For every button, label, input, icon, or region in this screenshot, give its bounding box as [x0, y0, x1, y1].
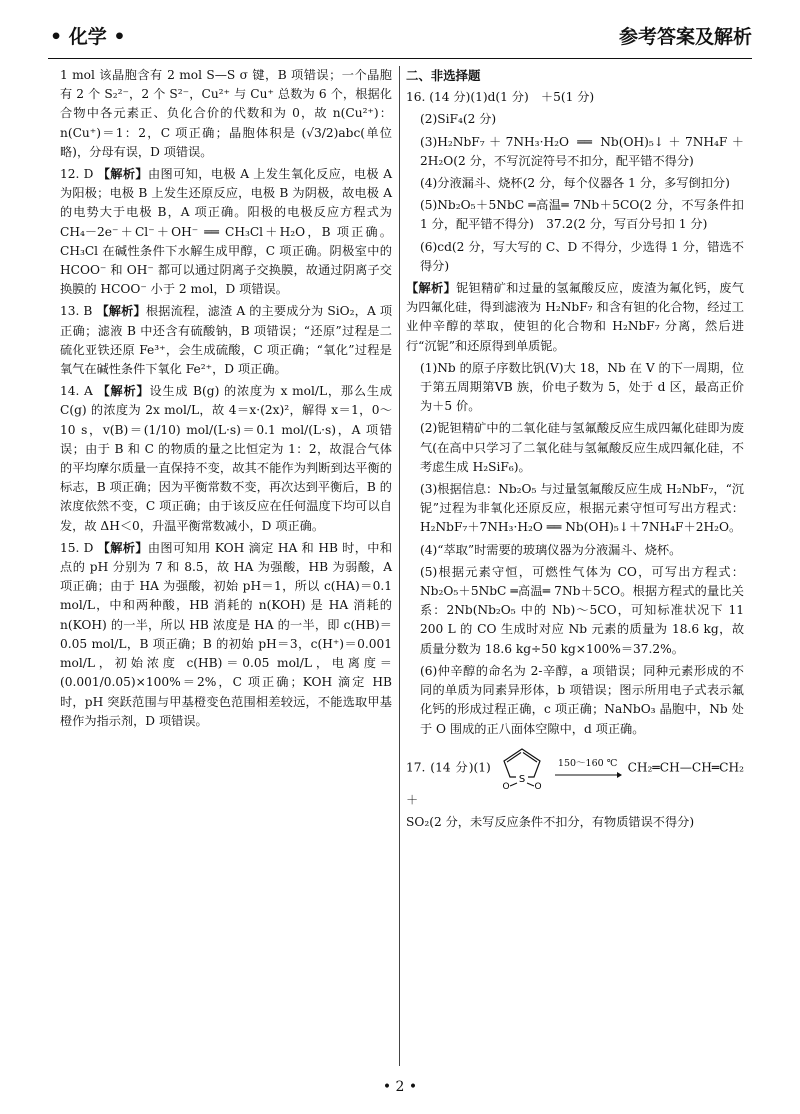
a16-part5: (5)Nb₂O₅＋5NbC ═高温═ 7Nb＋5CO(2 分，不写条件扣 1 分，配平错不得分) 37.2(2 分，写百分号扣 1 分) — [420, 198, 744, 232]
q12-analysis-tag: 【解析】 — [97, 167, 148, 182]
a16-part6: (6)cd(2 分，写大写的 C、D 不得分，少选得 1 分，错选不得分) — [420, 239, 744, 273]
q14-answer — [60, 382, 392, 536]
reaction-condition: 150～160 ℃ — [557, 757, 618, 769]
q14-analysis-tag: 【解析】 — [97, 384, 150, 399]
right-column — [406, 66, 744, 835]
a16-part4: (4)分液漏斗、烧杯(2 分，每个仪器各 1 分，多写倒扣分) — [420, 176, 730, 191]
sulfolene-structure — [496, 745, 548, 791]
a16-part3: (3)H₂NbF₇＋7NH₃·H₂O ══ Nb(OH)₅↓＋7NH₄F＋2H₂O(2 分，不写沉淀符号不扣分，配平错不得分) — [420, 134, 744, 168]
a16-part1: 16. (14 分)(1)d(1 分) ＋5(1 分) — [406, 90, 595, 105]
q15-answer — [60, 539, 392, 731]
a16-explain-5: (5)根据元素守恒，可燃性气体为 CO，可写出方程式：Nb₂O₅＋5NbC ═高温═ 7Nb＋5CO。根据方程式的量比关系：2Nb(Nb₂O₅ 中的 Nb)～5CO，可知标准状况下 11 200 L 的 CO 生成时对应 Nb 元素的质量为 18.6 kg，故质量分数为 18.6 kg÷50 kg×100%＝37.2%。 — [420, 564, 744, 656]
q17-answer — [406, 745, 744, 810]
q17-prefix: 17. (14 分)(1) — [406, 760, 491, 775]
a16-analysis — [406, 279, 744, 356]
a16-explain-6: (6)仲辛醇的命名为 2-辛醇，a 项错误；同种元素形成的不同的单质为同素异形体，b 项错误；图示所用电子式表示氟化钙的形成过程正确，c 项正确；NaNbO₃ 晶胞中，Nb 处于 O 围成的正八面体空隙中，d 项正确。 — [420, 663, 744, 736]
ring-oxygen-1: O — [502, 781, 510, 791]
a16-explain-4: (4)“萃取”时需要的玻璃仪器为分液漏斗、烧杯。 — [420, 542, 682, 557]
header-rule — [48, 58, 752, 59]
a16-explain-2: (2)铌钽精矿中的二氧化硅与氢氟酸反应生成四氟化硅即为废气(在高中只学习了二氧化硅与氢氟酸反应生成四氟化硅，不考虑生成 H₂SiF₆)。 — [420, 421, 744, 474]
a16-explain-1: (1)Nb 的原子序数比钒(V)大 18，Nb 在 V 的下一周期，位于第五周期第ⅤB 族，价电子数为 5，处于 d 区，最高正价为＋5 价。 — [420, 360, 744, 414]
left-column — [60, 66, 392, 734]
a16-analysis-tag: 【解析】 — [406, 281, 457, 296]
q13-analysis-tag: 【解析】 — [96, 304, 146, 319]
ring-oxygen-2: O — [534, 781, 542, 791]
reaction-arrow — [553, 756, 623, 780]
column-divider — [399, 66, 400, 1066]
arrow-icon — [553, 770, 623, 780]
q15-number: 15. D — [60, 540, 94, 555]
a16-explain-3: (3)根据信息：Nb₂O₅ 与过量氢氟酸反应生成 H₂NbF₇，“沉铌”过程为非氧化还原反应，根据元素守恒可写出方程式：H₂NbF₇＋7NH₃·H₂O ══ Nb(OH)₅↓＋7NH₄F＋2H₂O。 — [420, 482, 744, 535]
a16-part2: (2)SiF₄(2 分) — [420, 112, 497, 127]
q13-text: 根据流程，滤渣 A 的主要成分为 SiO₂，A 项正确；滤液 B 中还含有硫酸钠，B 项错误；“还原”过程是二硫化亚铁还原 Fe³⁺，会生成硫酸，C 项正确；“氧化”过程是氧气在碱性条件下氧化 Fe²⁺，D 项正确。 — [60, 304, 393, 377]
q17-end: SO₂(2 分，未写反应条件不扣分，有物质错误不得分) — [406, 814, 695, 829]
q17-product: CH₂═CH—CH═CH₂ ＋ — [406, 760, 745, 807]
q12-answer — [60, 165, 392, 299]
q13-answer — [60, 302, 392, 379]
a16-analysis-intro: 铌钽精矿和过量的氢氟酸反应，废渣为氟化钙，废气为四氟化硅，得到滤液为 H₂NbF₇ 和含有钽的化合物，经过工业仲辛醇的萃取，使钽的化合物和 H₂NbF₇ 分离，然后进行“沉铌”和还原得到单质铌。 — [406, 281, 744, 353]
q11-continuation: 1 mol 该晶胞含有 2 mol S—S σ 键，B 项错误；一个晶胞有 2 个 S₂²⁻，2 个 S²⁻，Cu²⁺ 与 Cu⁺ 总数为 6 个，根据化合物中各元素正、负化合价的代数和为 0，故 n(Cu²⁺)：n(Cu⁺)＝1：2，C 项正确；晶胞体积是 (√3/2)abc(单位略)，分母有误，D 项错误。 — [60, 68, 392, 159]
ring-sulfur: S — [518, 773, 525, 785]
page-number: • 2 • — [382, 1079, 418, 1095]
q15-analysis-tag: 【解析】 — [97, 540, 148, 555]
answer-title: 参考答案及解析 — [618, 26, 752, 48]
q12-number: 12. D — [60, 167, 94, 182]
q13-number: 13. B — [60, 304, 93, 319]
section-title: 二、非选择题 — [406, 68, 481, 83]
page-header — [48, 0, 752, 66]
q14-number: 14. A — [60, 384, 93, 399]
q14-text: 设生成 B(g) 的浓度为 x mol/L，那么生成 C(g) 的浓度为 2x mol/L，故 4＝x·(2x)²，解得 x＝1，0～10 s，v(B)＝(1/10) mol/(L·s)＝0.1 mol/(L·s)，A 项错误；由于 B 和 C 的物质的量之比恒定为 1：2，故混合气体的平均摩尔质量一直保持不变，故其不能作为判断到达平衡的标志，B 项正确；因为平衡常数不变，再次达到平衡后，B 的浓度依然不变，C 项正确；由于该反应在任何温度下均可以自发，故 ΔH＜0，升温平衡常数减小，D 项正确。 — [60, 384, 393, 533]
q15-text: 由图可知用 KOH 滴定 HA 和 HB 时，中和点的 pH 分别为 7 和 8.5，故 HA 为强酸，HB 为弱酸，A 项正确；由于 HA 为强酸，初始 pH＝1，所以 c(HA)＝0.1 mol/L，中和两种酸，HB 消耗的 n(KOH) 是 HA 消耗的 n(KOH) 的一半，所以 HB 浓度是 HA 的一半，即 c(HB)＝0.05 mol/L，B 项正确；B 的初始 pH＝3，c(H⁺)＝0.001 mol/L，初始浓度 c(HB)＝0.05 mol/L，电离度＝(0.001/0.05)×100%＝2%，C 项正确；KOH 滴定 HB 时，pH 突跃范围与甲基橙变色范围相差较远，不能选取甲基橙作为指示剂，D 项错误。 — [60, 540, 393, 728]
q12-text: 由图可知，电极 A 上发生氧化反应，电极 A 为阳极；电极 B 上发生还原反应，电极 B 为阴极，故电极 A 的电势大于电极 B，A 项正确。阳极的电极反应方程式为 CH₄－2e⁻＋Cl⁻＋OH⁻ ══ CH₃Cl＋H₂O，B 项正确。CH₃Cl 在碱性条件下水解生成甲醇，C 项正确。阴极室中的 HCOO⁻ 和 OH⁻ 都可以通过阴离子交换膜，故通过阴离子交换膜的 HCOO⁻ 小于 2 mol，D 项错误。 — [60, 167, 393, 297]
subject-label: • 化学 • — [50, 26, 126, 48]
